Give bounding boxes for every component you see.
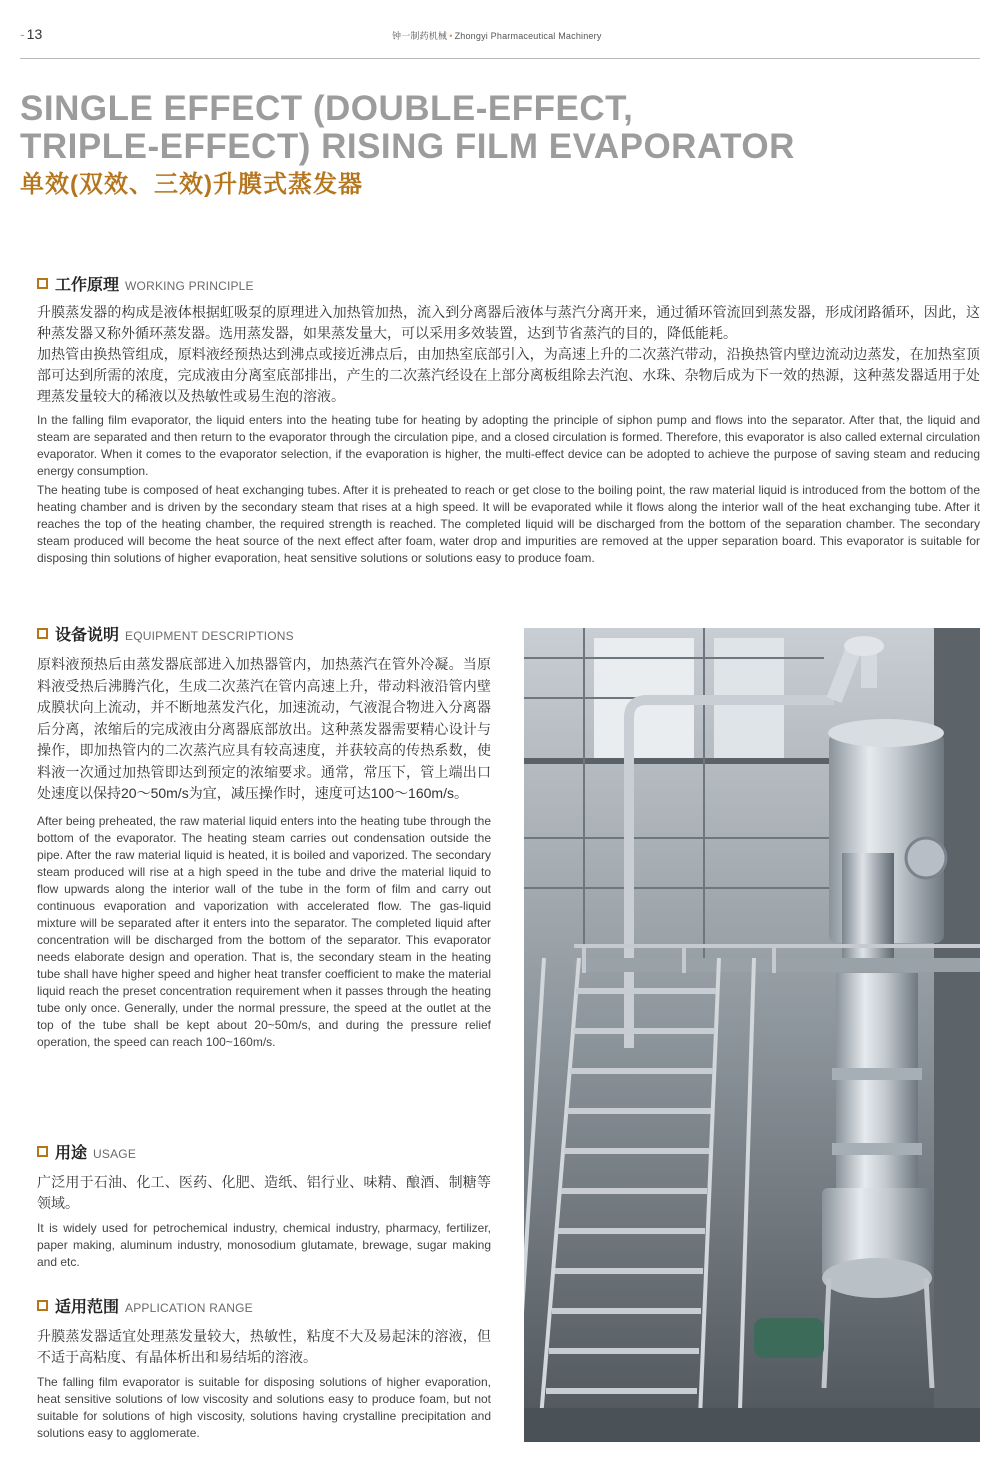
section-heading-equipment: 设备说明 EQUIPMENT DESCRIPTIONS bbox=[37, 626, 294, 646]
brand-cn: 钟一制药机械 bbox=[392, 31, 448, 41]
page-title-cn: 单效(双效、三效)升膜式蒸发器 bbox=[20, 171, 363, 198]
square-bullet-icon bbox=[37, 628, 48, 639]
working-principle-cn bbox=[37, 302, 980, 407]
equipment-cn: 原料液预热后由蒸发器底部进入加热器管内，加热蒸汽在管外冷凝。当原料液受热后沸腾汽化，生成二次蒸汽在管内高速上升，带动料液沿管内壁成膜状向上流动，并不断地蒸发汽化，加速流动，气液混合物进入分离器后分离，浓缩后的完成液由分离器底部放出。这种蒸发器需要精心设计与操作，即加热管内的二次蒸汽应具有较高速度，并获较高的传热系数，使料液一次通过加热管即达到预定的浓缩要求。通常，常压下，管上端出口处速度以保持20～50m/s为宜，减压操作时，速度可达100～160m/s。 bbox=[37, 656, 491, 801]
header-divider bbox=[20, 58, 980, 59]
equipment-en: After being preheated, the raw material liquid enters into the heating tube through the bottom of the evaporator. The heating steam carries out condensation outside the pipe. After the raw material liquid is heated, it is boiled and vaporized. The secondary steam produced will rise at a high speed in the tube and drive the material liquid to flow upwards along the interior wall of the tube in the form of film and carry out continuous evaporation and vaporization with accelerated flow. The gas-liquid mixture will be separated after it enters into the separator. The completed liquid after concentration will be discharged from the bottom of the separator. This evaporator needs elaborate design and operation. That is, the secondary steam in the heating tube shall have higher speed and higher heat transfer coefficient to make the material liquid reach the preset concentration requirement when it passes through the heating tube only once. Generally, under the normal pressure, the speed at the outlet at the top of the tube shall be kept about 20~50m/s, and during the pressure relief operation, the speed can reach 100~160m/s. bbox=[37, 813, 491, 1049]
section-heading-working-principle: 工作原理 WORKING PRINCIPLE bbox=[37, 276, 254, 296]
working-principle-cn-p1: 升膜蒸发器的构成是液体根据虹吸泵的原理进入加热管加热，流入到分离器后液体与蒸汽分离开来，通过循环管流回到蒸发器，形成闭路循环，因此，这种蒸发器又称外循环蒸发器。选用蒸发器，如果蒸发量大，可以采用多效装置，达到节省蒸汽的目的，降低能耗。 bbox=[37, 304, 980, 341]
page-header bbox=[20, 24, 980, 44]
working-principle-en bbox=[37, 412, 980, 567]
usage-text bbox=[37, 1172, 491, 1271]
brand-en: Zhongyi Pharmaceutical Machinery bbox=[454, 31, 602, 41]
section-heading-application: 适用范围 APPLICATION RANGE bbox=[37, 1298, 253, 1318]
equipment-text bbox=[37, 654, 491, 1051]
usage-en: It is widely used for petrochemical industry, chemical industry, pharmacy, fertilizer, paper making, aluminum industry, monosodium glutamate, brewage, sugar making and etc. bbox=[37, 1221, 491, 1269]
square-bullet-icon bbox=[37, 278, 48, 289]
page-number: - 13 bbox=[20, 26, 43, 42]
usage-cn: 广泛用于石油、化工、医药、化肥、造纸、铝行业、味精、酿酒、制糖等领域。 bbox=[37, 1174, 491, 1211]
section-heading-usage: 用途 USAGE bbox=[37, 1144, 136, 1164]
application-cn: 升膜蒸发器适宜处理蒸发量较大，热敏性，粘度不大及易起沫的溶液，但不适于高粘度、有晶体析出和易结垢的溶液。 bbox=[37, 1328, 491, 1365]
application-text bbox=[37, 1326, 491, 1442]
brand-line: 钟一制药机械 • Zhongyi Pharmaceutical Machinery bbox=[392, 31, 602, 41]
evaporator-photo bbox=[524, 628, 980, 1442]
square-bullet-icon bbox=[37, 1300, 48, 1311]
working-principle-en-p2: The heating tube is composed of heat exchanging tubes. After it is preheated to reach or get close to the boiling point, the raw material liquid is introduced from the bottom of the heating chamber and is driven by the secondary steam that rises at a high speed. It will be evaporated while it flows along the interior wall of the heat exchanging tube. After it reaches the top of the heating chamber, the required strength is reached. The completed liquid will be discharged from the bottom of the separation chamber. The secondary steam produced will become the heat source of the next effect after foam, water drop and impurities are removed at the upper separation board. This evaporator is suitable for disposing thin solutions of higher evaporation, heat sensitive solutions or solutions easy to produce foam. bbox=[37, 483, 980, 565]
application-en: The falling film evaporator is suitable for disposing solutions of higher evaporation, heat sensitive solutions of low viscosity and solutions easy to produce foam, but not suitable for solutions of high viscosity, solutions having crystalline precipitation and solutions easy to agglomerate. bbox=[37, 1375, 491, 1440]
working-principle-cn-p2: 加热管由换热管组成，原料液经预热达到沸点或接近沸点后，由加热室底部引入，为高速上升的二次蒸汽带动，沿换热管内壁边流动边蒸发，在加热室顶部可达到所需的浓度，完成液由分离室底部排出，产生的二次蒸汽经设在上部分离板组除去汽泡、水珠、杂物后成为下一效的热源，这种蒸发器适用于处理蒸发量较大的稀液以及热敏性或易生泡的溶液。 bbox=[37, 346, 980, 404]
page-title-en: SINGLE EFFECT (DOUBLE-EFFECT, TRIPLE-EFFECT) RISING FILM EVAPORATOR bbox=[20, 89, 795, 166]
square-bullet-icon bbox=[37, 1146, 48, 1157]
working-principle-en-p1: In the falling film evaporator, the liquid enters into the heating tube for heating by adopting the principle of siphon pump and flows into the separator. After that, the liquid and steam are separated and then return to the evaporator through the circulation pipe, and a closed circulation is formed. Therefore, this evaporator is also called external circulation evaporator. When it comes to the evaporator selection, if the evaporation is higher, the multi-effect device can be adopted to achieve the purpose of saving steam and reducing energy consumption. bbox=[37, 413, 980, 478]
